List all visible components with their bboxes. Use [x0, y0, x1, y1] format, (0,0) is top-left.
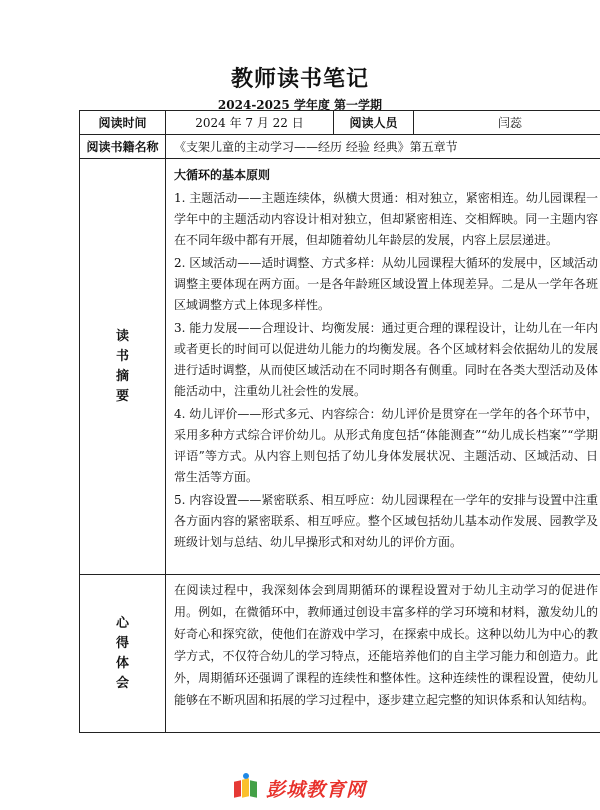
read-time-value: 2024 年 7 月 22 日 — [166, 111, 334, 135]
reflection-content — [166, 575, 600, 733]
summary-paragraph: 3. 能力发展——合理设计、均衡发展：通过更合理的课程设计，让幼儿在一年内或者更长的时间可以促进幼儿能力的均衡发展。各个区域材料会依据幼儿的发展进行适时调整，从而使区域活动在不同时期各有侧重。同时在各类大型活动及体能活动中，注重幼儿社会性的发展。 — [174, 321, 598, 398]
info-row-book — [80, 135, 600, 159]
info-row-time — [80, 111, 600, 135]
semester-subtitle: 2024-2025 学年度 第一学期 — [217, 98, 383, 112]
summary-paragraph: 5. 内容设置——紧密联系、相互呼应：幼儿园课程在一学年的安排与设置中注重各方面内容的紧密联系、相互呼应。整个区域包括幼儿基本动作发展、园教学及班级计划与总结、幼儿早操形式和对幼儿的评价方面。 — [174, 493, 598, 549]
reflection-label-cell — [80, 575, 166, 733]
book-label: 阅读书籍名称 — [80, 135, 166, 159]
book-logo-icon — [234, 777, 260, 799]
reflection-text: 在阅读过程中，我深刻体会到周期循环的课程设置对于幼儿主动学习的促进作用。例如，在微循环中，教师通过创设丰富多样的学习环境和材料，激发幼儿的好奇心和探究欲，使他们在游戏中学习，在探索中成长。这种以幼儿为中心的教学方式，不仅符合幼儿的学习特点，还能培养他们的自主学习能力和创造力。此外，周期循环还强调了课程的连续性和整体性。这种连续性的课程设置，使幼儿能够在不断巩固和拓展的学习过程中，逐步建立起完整的知识体系和认知结构。 — [174, 583, 598, 707]
reader-label: 阅读人员 — [334, 111, 414, 135]
reflection-row — [80, 575, 600, 733]
reader-value: 闫蕊 — [414, 111, 600, 135]
site-logo-text: 彭城教育网 — [266, 778, 367, 801]
summary-heading: 大循环的基本原则 — [174, 168, 271, 182]
summary-label: 读书摘要 — [115, 328, 129, 404]
summary-paragraph: 4. 幼儿评价——形式多元、内容综合：幼儿评价是贯穿在一学年的各个环节中，采用多种方式综合评价幼儿。从形式角度包括“体能测查”“幼儿成长档案”“学期评语”等方式。从内容上则包括了幼儿身体发展状况、主题活动、区域活动、日常生活等方面。 — [174, 407, 598, 484]
page-title: 教师读书笔记 — [230, 66, 369, 92]
book-value: 《支架儿童的主动学习——经历 经验 经典》第五章节 — [166, 135, 600, 159]
summary-row — [80, 159, 600, 575]
read-time-label: 阅读时间 — [80, 111, 166, 135]
reflection-label: 心得体会 — [115, 615, 129, 691]
reading-note-table — [79, 110, 600, 733]
summary-paragraph: 1. 主题活动——主题连续体，纵横大贯通：相对独立，紧密相连。幼儿园课程一学年中的主题活动内容设计相对独立，但却紧密相连、交相辉映。同一主题内容在不同年级中都有开展，但却随着幼儿年龄层的发展，内容上层层递进。 — [174, 191, 598, 247]
summary-content — [166, 159, 600, 575]
site-logo[interactable] — [234, 776, 366, 800]
summary-label-cell — [80, 159, 166, 575]
summary-paragraph: 2. 区域活动——适时调整、方式多样：从幼儿园课程大循环的发展中，区域活动调整主要体现在两方面。一是各年龄班区域设置上体现差异。二是从一学年各班区域调整方式上体现多样性。 — [174, 256, 598, 312]
